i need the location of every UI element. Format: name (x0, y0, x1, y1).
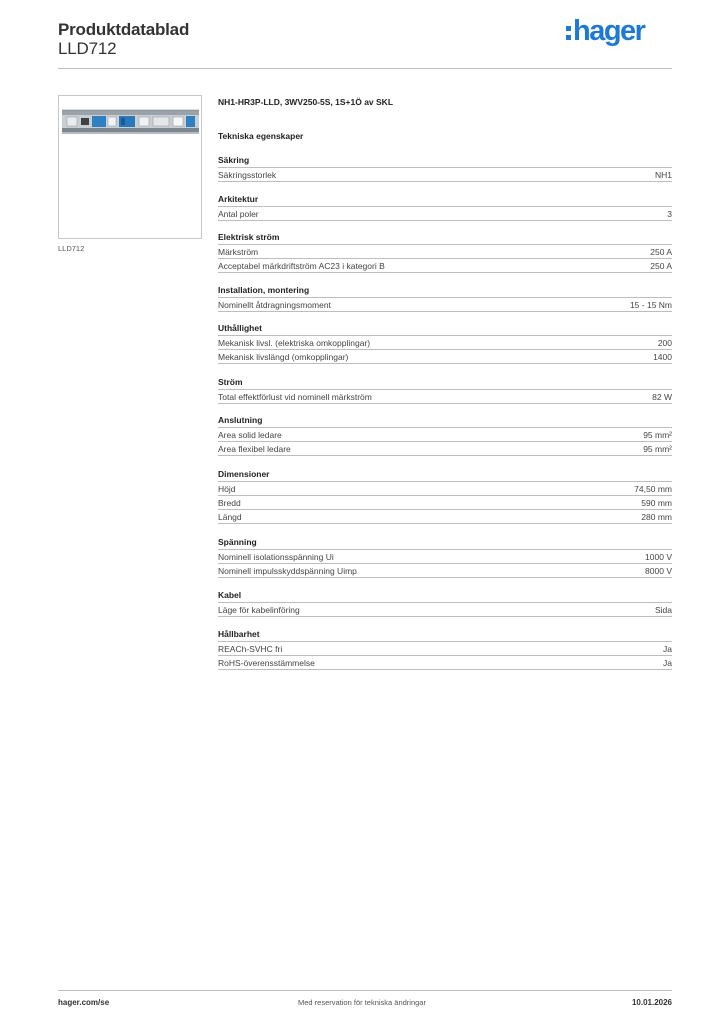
spec-value: NH1 (654, 169, 672, 180)
spec-value: Ja (663, 643, 672, 654)
spec-value: 8000 V (645, 565, 672, 576)
hager-logo (566, 14, 644, 48)
spec-label: Total effektförlust vid nominell märkström (218, 391, 372, 402)
spec-value: 95 mm² (643, 429, 672, 440)
group-end-divider (218, 403, 672, 404)
spec-label: Acceptabel märkdriftström AC23 i kategori B (218, 260, 385, 271)
spec-label: Nominell impulsskyddspänning Uimp (218, 565, 357, 576)
group-title: Installation, montering (218, 285, 310, 295)
spec-label: Area flexibel ledare (218, 443, 291, 454)
group-end-divider (218, 311, 672, 312)
group-title: Hållbarhet (218, 629, 260, 639)
spec-row (218, 549, 672, 563)
spec-label: Mekanisk livsl. (elektriska omkopplingar) (218, 337, 371, 348)
spec-label: Längd (218, 511, 242, 522)
product-name: NH1-HR3P-LLD, 3WV250-5S, 1S+1Ö av SKL (218, 97, 394, 107)
logo-colon-icon (566, 26, 571, 40)
spec-row (218, 244, 672, 258)
footer-date: 10.01.2026 (631, 998, 672, 1007)
spec-row (218, 509, 672, 523)
spec-label: Nominellt åtdragningsmoment (218, 299, 331, 310)
group-end-divider (218, 363, 672, 364)
spec-label: Nominell isolationsspänning Ui (218, 551, 334, 562)
group-title: Ström (218, 377, 243, 387)
spec-value: Sida (654, 604, 672, 615)
spec-row (218, 427, 672, 441)
spec-row (218, 335, 672, 349)
spec-row (218, 495, 672, 509)
spec-row (218, 206, 672, 220)
spec-value: 250 A (650, 260, 672, 271)
group-end-divider (218, 220, 672, 221)
spec-value: 3 (667, 208, 672, 219)
product-code: LLD712 (58, 39, 117, 58)
group-title: Arkitektur (218, 194, 259, 204)
group-end-divider (218, 455, 672, 456)
group-title: Uthållighet (218, 323, 262, 333)
spec-row (218, 441, 672, 455)
spec-row (218, 563, 672, 577)
switch-disconnector-illustration (59, 96, 201, 238)
spec-label: REACh-SVHC fri (218, 643, 283, 654)
header-divider (58, 68, 672, 69)
spec-value: 200 (657, 337, 672, 348)
spec-label: Antal poler (218, 208, 259, 219)
spec-value: 280 mm (641, 511, 672, 522)
spec-row (218, 602, 672, 616)
footer-disclaimer: Med reservation för tekniska ändringar (298, 998, 426, 1007)
spec-value: 1000 V (645, 551, 672, 562)
spec-value: 95 mm² (643, 443, 672, 454)
spec-row (218, 258, 672, 272)
spec-row (218, 655, 672, 669)
group-end-divider (218, 272, 672, 273)
group-end-divider (218, 669, 672, 670)
image-caption: LLD712 (58, 244, 85, 253)
spec-value: 590 mm (641, 497, 672, 508)
section-heading: Tekniska egenskaper (218, 131, 304, 141)
product-image (58, 95, 202, 239)
footer-divider (58, 990, 672, 991)
group-end-divider (218, 577, 672, 578)
group-title: Dimensioner (218, 469, 270, 479)
spec-label: Bredd (218, 497, 241, 508)
spec-row (218, 641, 672, 655)
spec-row (218, 297, 672, 311)
spec-value: 250 A (650, 246, 672, 257)
spec-value: 1400 (653, 351, 672, 362)
spec-label: Säkringsstorlek (218, 169, 277, 180)
spec-row (218, 349, 672, 363)
spec-value: 82 W (652, 391, 672, 402)
page-title: Produktdatablad (58, 20, 190, 39)
group-title: Säkring (218, 155, 250, 165)
spec-label: Mekanisk livslängd (omkopplingar) (218, 351, 349, 362)
group-title: Spänning (218, 537, 257, 547)
spec-label: Area solid ledare (218, 429, 282, 440)
spec-row (218, 481, 672, 495)
spec-value: 15 - 15 Nm (629, 299, 672, 310)
spec-row (218, 167, 672, 181)
group-title: Elektrisk ström (218, 232, 280, 242)
spec-value: 74,50 mm (634, 483, 672, 494)
group-end-divider (218, 523, 672, 524)
group-title: Kabel (218, 590, 242, 600)
spec-label: Höjd (218, 483, 236, 494)
group-end-divider (218, 181, 672, 182)
group-end-divider (218, 616, 672, 617)
footer-website: hager.com/se (58, 998, 110, 1007)
group-title: Anslutning (218, 415, 263, 425)
spec-label: Märkström (218, 246, 259, 257)
spec-row (218, 389, 672, 403)
spec-value: Ja (663, 657, 672, 668)
logo-text: hager (573, 15, 645, 47)
spec-label: RoHS-överensstämmelse (218, 657, 315, 668)
spec-label: Läge för kabelinföring (218, 604, 300, 615)
